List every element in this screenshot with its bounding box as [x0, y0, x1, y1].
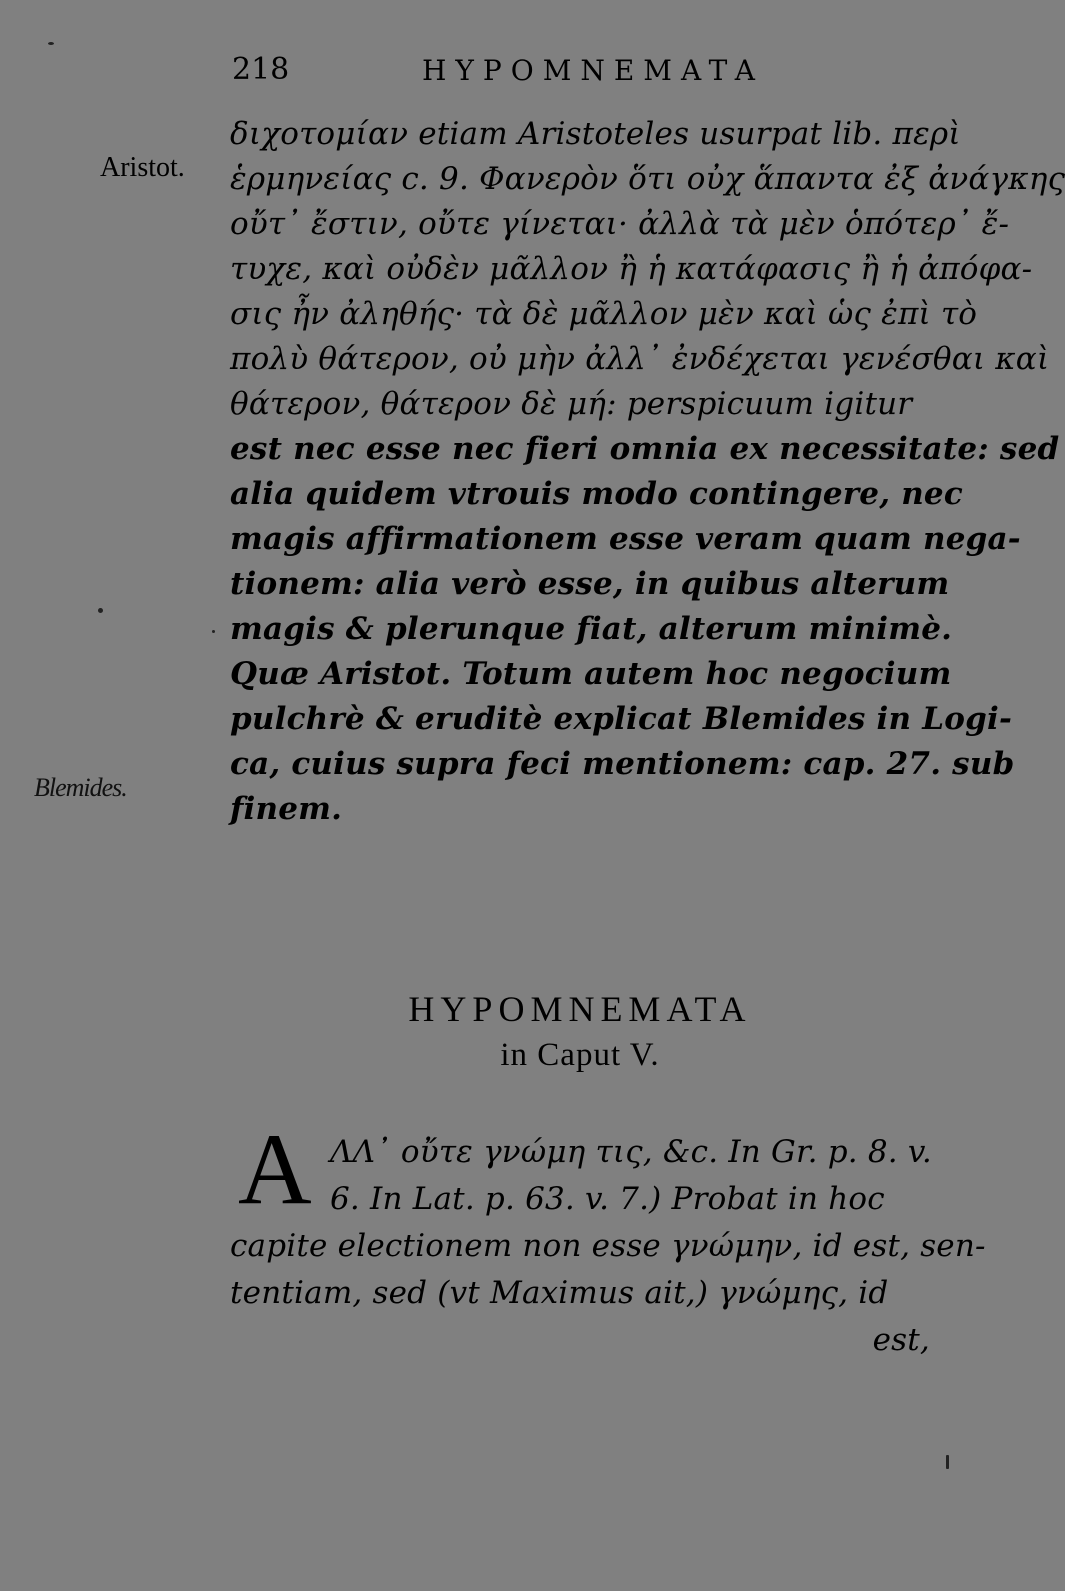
margin-note-aristot: Aristot. — [100, 152, 185, 183]
text-line: θάτερον, θάτερον δὲ μή: perspicuum igitur — [230, 386, 913, 422]
text-line: σις ἦν ἀληθής· τὰ δὲ μᾶλλον μὲν καὶ ὡς ἐπὶ τὸ — [230, 296, 978, 332]
text-line: ca, cuius supra feci mentionem: cap. 27. sub — [230, 746, 1015, 782]
text-line: διχοτομίαν etiam Aristoteles usurpat lib. περὶ — [230, 116, 961, 152]
text-line: tentiam, sed (vt Maximus ait,) γνώμης, id — [230, 1275, 889, 1311]
catchword: est, — [872, 1322, 930, 1358]
margin-note-blemides: Blemides. — [34, 773, 127, 802]
ink-speck — [48, 42, 54, 45]
text-line: est nec esse nec fieri omnia ex necessitate: sed — [230, 431, 1060, 467]
lines-beside-drop-cap — [330, 1129, 930, 1223]
running-head — [232, 52, 832, 102]
ink-speck — [98, 608, 103, 613]
ink-speck — [212, 630, 215, 633]
body-paragraph — [230, 112, 1065, 832]
text-line: ἑρμηνείας c. 9. Φανερὸν ὅτι οὐχ ἅπαντα ἐξ ἀνάγκης — [230, 161, 1065, 197]
text-line: finem. — [230, 791, 343, 827]
text-line: magis affirmationem esse veram quam nega- — [230, 521, 1021, 557]
text-line: ΛΛ᾽ οὔτε γνώμη τις, &c. In Gr. p. 8. v. — [330, 1134, 932, 1170]
section-title — [230, 985, 930, 1077]
section-title-sub: in Caput V. — [500, 1037, 660, 1073]
text-line: alia quidem vtrouis modo contingere, nec — [230, 476, 963, 512]
text-line: magis & plerunque fiat, alterum minimè. — [230, 611, 953, 647]
text-line: Quæ Aristot. Totum autem hoc negocium — [230, 656, 952, 692]
text-line: capite electionem non esse γνώμην, id est, sen- — [230, 1228, 986, 1264]
text-line: οὔτ᾽ ἔστιν, οὔτε γίνεται· ἀλλὰ τὰ μὲν ὁπότερ᾽ ἔ- — [230, 206, 1010, 242]
ink-speck — [946, 1455, 949, 1469]
page-number: 218 — [232, 52, 290, 87]
text-line: 6. In Lat. p. 63. v. 7.) Probat in hoc — [330, 1181, 885, 1217]
text-line: τυχε, καὶ οὐδὲν μᾶλλον ἢ ἡ κατάφασις ἢ ἡ ἀπόφα- — [230, 251, 1033, 287]
text-line: pulchrè & eruditè explicat Blemides in Logi- — [230, 701, 1013, 737]
section-title-main: HYPOMNEMATA — [408, 989, 752, 1029]
chapter-paragraph — [230, 1223, 986, 1364]
text-line: πολὺ θάτερον, οὐ μὴν ἀλλ᾽ ἐνδέχεται γενέσθαι καὶ — [230, 341, 1050, 377]
text-line: tionem: alia verò esse, in quibus alterum — [230, 566, 950, 602]
running-title: HYPOMNEMATA — [422, 54, 765, 87]
drop-cap: A — [238, 1113, 312, 1226]
